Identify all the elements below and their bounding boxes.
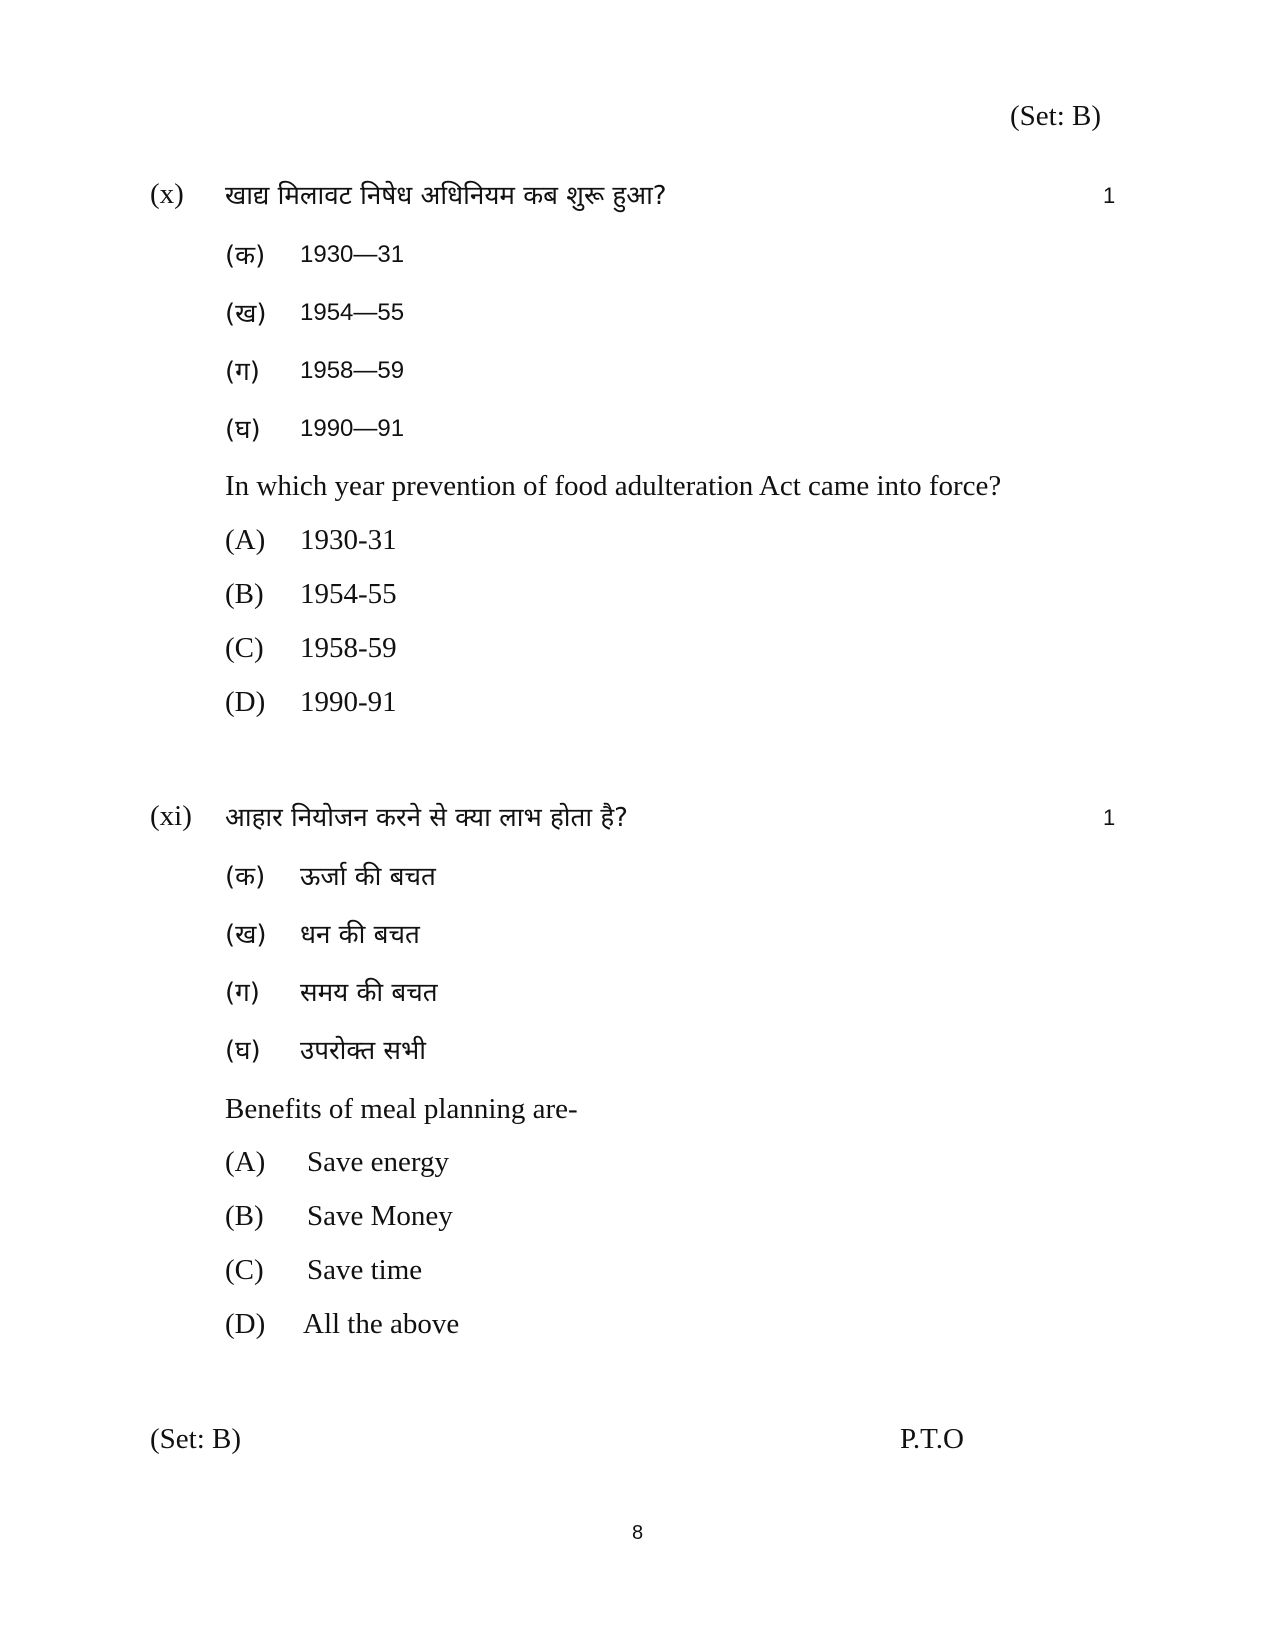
- option-label: (D): [225, 1308, 266, 1340]
- question-number: (xi): [150, 800, 192, 832]
- question-text-hindi: आहार नियोजन करने से क्या लाभ होता है?: [225, 803, 628, 833]
- question-marks: 1: [1103, 805, 1116, 830]
- header-set-label: (Set: B): [1010, 100, 1102, 132]
- option-text: 1990-91: [300, 686, 397, 718]
- option-label: (क): [225, 862, 266, 892]
- option-text: समय की बचत: [300, 978, 438, 1008]
- option-label: (B): [225, 1200, 264, 1232]
- question-text-english: In which year prevention of food adulteration Act came into force?: [225, 470, 1002, 502]
- option-text: 1930-31: [300, 524, 397, 556]
- option-text: 1958—59: [300, 357, 405, 384]
- question-text-english: Benefits of meal planning are-: [225, 1093, 578, 1125]
- option-text: Save Money: [307, 1200, 453, 1232]
- option-label: (ग): [225, 357, 260, 387]
- option-label: (क): [225, 241, 266, 271]
- option-label: (ख): [225, 299, 267, 329]
- footer-set-label: (Set: B): [150, 1423, 242, 1455]
- option-label: (D): [225, 686, 266, 718]
- option-text: Save energy: [307, 1146, 449, 1178]
- question-text-hindi: खाद्य मिलावट निषेध अधिनियम कब शुरू हुआ?: [225, 181, 667, 211]
- option-label: (B): [225, 578, 264, 610]
- option-text: उपरोक्त सभी: [300, 1036, 426, 1066]
- option-label: (C): [225, 1254, 264, 1286]
- option-text: 1954-55: [300, 578, 397, 610]
- option-text: Save time: [307, 1254, 423, 1286]
- option-label: (घ): [225, 415, 261, 445]
- option-text: All the above: [303, 1308, 460, 1340]
- option-text: 1954—55: [300, 299, 405, 326]
- option-text: 1990—91: [300, 415, 405, 442]
- page-number: 8: [632, 1522, 644, 1544]
- option-label: (घ): [225, 1036, 261, 1066]
- option-label: (C): [225, 632, 264, 664]
- option-label: (ख): [225, 920, 267, 950]
- option-label: (ग): [225, 978, 260, 1008]
- option-text: 1930—31: [300, 241, 405, 268]
- footer-pto: P.T.O: [900, 1423, 964, 1455]
- question-marks: 1: [1103, 183, 1116, 208]
- question-number: (x): [150, 178, 184, 210]
- option-label: (A): [225, 524, 266, 556]
- option-label: (A): [225, 1146, 266, 1178]
- option-text: ऊर्जा की बचत: [300, 862, 436, 892]
- option-text: धन की बचत: [300, 920, 420, 950]
- option-text: 1958-59: [300, 632, 397, 664]
